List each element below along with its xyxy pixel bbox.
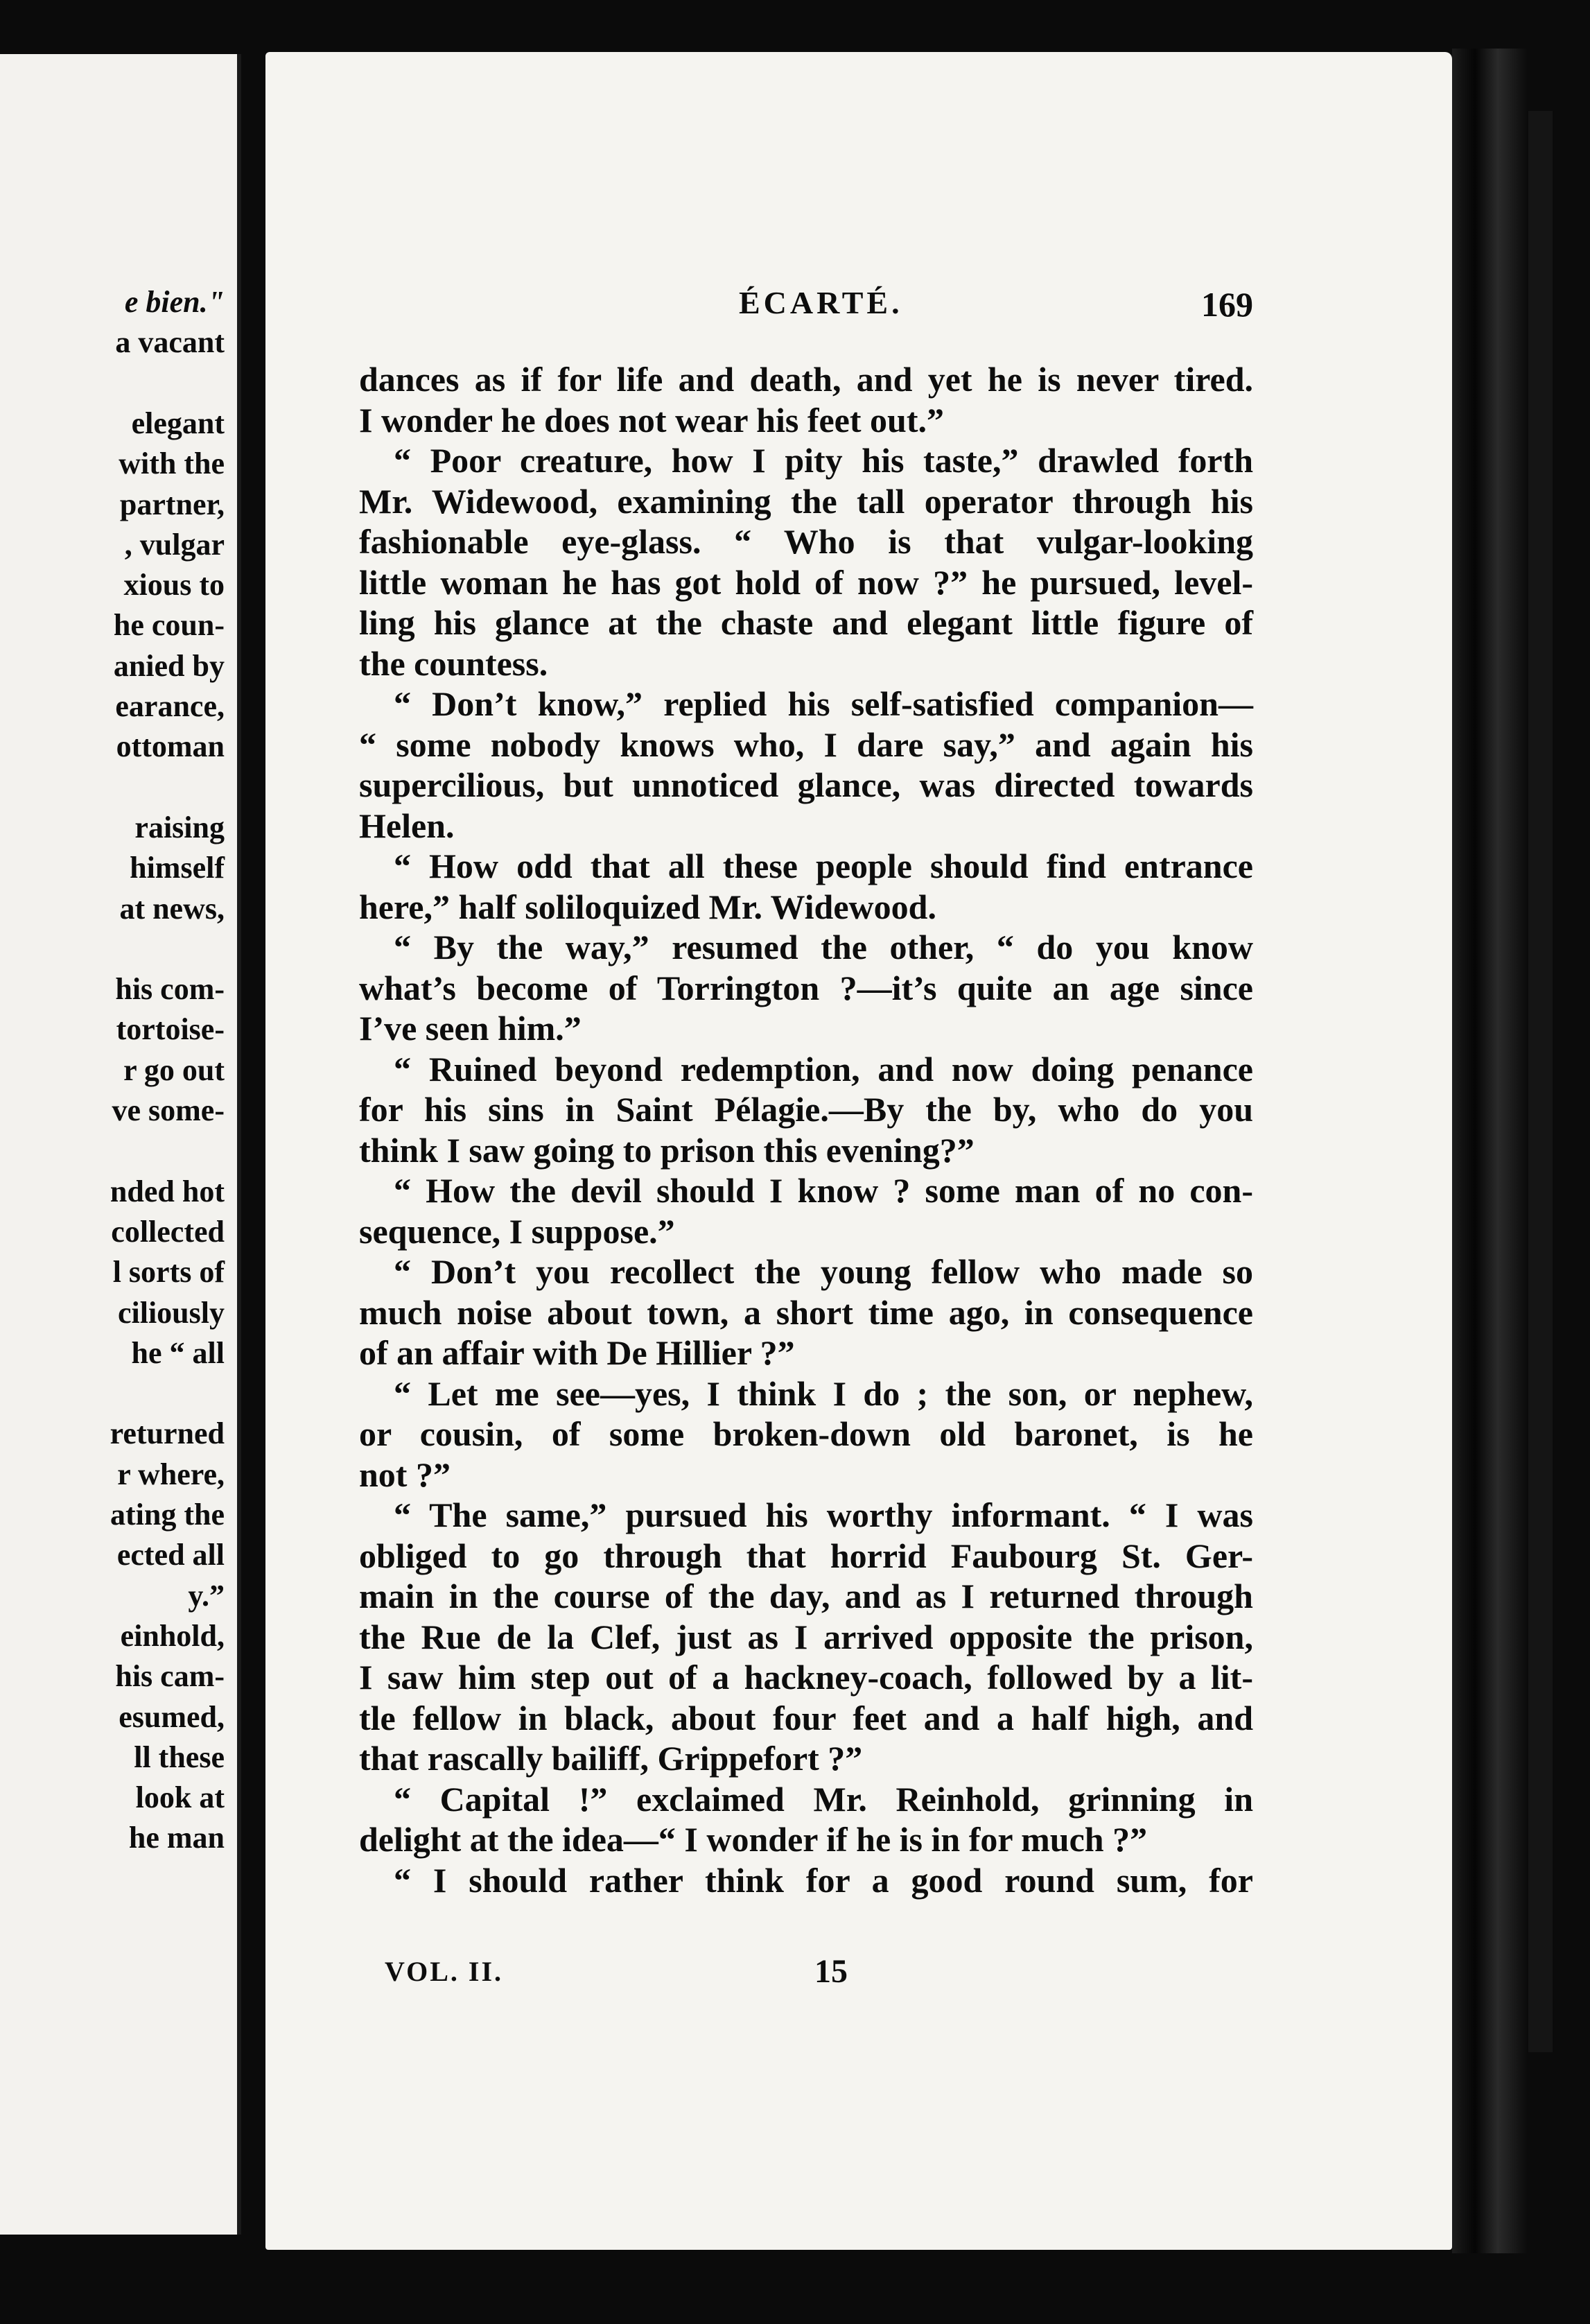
left-page-line: collected [111,1214,225,1249]
left-page-line: himself [130,851,225,885]
left-page-line: returned [110,1416,225,1451]
left-page-line: e bien." [124,285,225,319]
page-number: 169 [1201,285,1253,324]
text-line: the Rue de la Clef, just as I arrived opposite the prison, [359,1617,1253,1656]
text-line: “ Let me see—yes, I think I do ; the son, or nephew, [394,1373,1253,1413]
signature-mark: 15 [814,1953,848,1990]
text-line: little woman he has got hold of now ?” he pursued, level- [359,562,1253,602]
text-line: “ I should rather think for a good round sum, for [394,1860,1253,1900]
text-line: not ?” [359,1455,451,1494]
text-line: obliged to go through that horrid Faubourg St. Ger- [359,1536,1253,1575]
text-line: here,” half soliloquized Mr. Widewood. [359,887,936,926]
text-line: “ The same,” pursued his worthy informant. “ I was [394,1495,1253,1534]
left-page-line: elegant [131,406,225,440]
text-line: I’ve seen him.” [359,1009,582,1048]
text-line: “ How odd that all these people should find entrance [394,847,1253,885]
text-line: for his sins in Saint Pélagie.—By the by, who do you [359,1090,1253,1129]
text-line: “ Poor creature, how I pity his taste,” drawled forth [394,441,1253,480]
text-line: “ How the devil should I know ? some man of no con- [394,1171,1253,1210]
text-line: ling his glance at the chaste and elegant little figure of [359,603,1253,642]
text-line: “ Ruined beyond redemption, and now doing penance [394,1049,1253,1089]
left-page-line: ected all [116,1538,225,1572]
text-line: “ Capital !” exclaimed Mr. Reinhold, grinning in [394,1779,1253,1819]
volume-mark: VOL. II. [385,1956,504,1987]
left-page-line: ve some- [112,1093,225,1127]
left-page-line: l sorts of [112,1255,225,1290]
left-page-line: nded hot [110,1174,225,1208]
left-page-line: ciliously [117,1295,225,1330]
text-line: sequence, I suppose.” [359,1211,675,1251]
left-page-line: partner, [119,487,225,521]
text-line: “ By the way,” resumed the other, “ do you know [394,928,1253,966]
text-line: I saw him step out of a hackney-coach, followed by a lit- [359,1658,1253,1697]
left-page-line: r go out [123,1052,225,1087]
left-page-line: , vulgar [124,527,225,562]
text-line: the countess. [359,643,548,683]
text-line: think I saw going to prison this evening?” [359,1130,975,1170]
left-page-line: ottoman [116,729,225,764]
left-page-line: esumed, [119,1699,225,1734]
left-page-fragment [0,54,241,2235]
book-spine-edge [1528,111,1553,2052]
left-page-line: a vacant [115,325,225,360]
body-text [359,359,1253,1900]
left-page-line: at news, [119,891,225,926]
left-page-line: einhold, [120,1618,225,1653]
text-line: “ Don’t you recollect the young fellow who made so [394,1252,1253,1291]
text-line: fashionable eye-glass. “ Who is that vulgar-looking [359,522,1253,561]
left-page-line: his cam- [115,1659,225,1694]
text-line: what’s become of Torrington ?—it’s quite an age since [359,968,1253,1007]
left-page-line: raising [134,810,225,844]
left-page-line: his com- [115,972,225,1007]
left-page-line: tortoise- [116,1012,225,1047]
text-line: “ some nobody knows who, I dare say,” and again his [359,725,1253,764]
page-footer [385,1955,1008,1997]
text-line: of an affair with De Hillier ?” [359,1333,795,1372]
left-page-line: look at [135,1780,225,1815]
text-line: supercilious, but unnoticed glance, was directed towards [359,765,1253,804]
left-page-line: with the [119,446,225,481]
text-line: main in the course of the day, and as I returned through [359,1577,1253,1615]
running-title: ÉCARTÉ. [739,285,903,320]
book-binding [1452,49,1528,2253]
text-line: dances as if for life and death, and yet he is never tired. [359,360,1253,399]
text-line: I wonder he does not wear his feet out.” [359,400,944,440]
left-page-line: he man [128,1821,225,1855]
left-page-line: y.” [188,1578,225,1613]
left-page-line: ll these [134,1740,225,1774]
text-line: Mr. Widewood, examining the tall operator through his [359,481,1253,521]
left-page-line: he coun- [113,608,225,643]
running-head [359,284,1253,326]
left-page-line: r where, [117,1457,225,1491]
text-line: much noise about town, a short time ago, in consequence [359,1292,1253,1332]
left-page-line: xious to [123,568,225,602]
left-page-line: anied by [113,648,225,683]
left-page-line: earance, [115,689,225,723]
left-page-line: he “ all [131,1335,225,1370]
text-line: that rascally bailiff, Grippefort ?” [359,1739,863,1778]
text-line: Helen. [359,806,455,845]
left-page-line: ating the [110,1498,225,1532]
text-line: tle fellow in black, about four feet and a half high, and [359,1698,1253,1737]
text-line: delight at the idea—“ I wonder if he is in for much ?” [359,1820,1148,1859]
text-line: or cousin, of some broken-down old baronet, is he [359,1414,1253,1453]
text-line: “ Don’t know,” replied his self-satisfied companion— [394,684,1253,723]
